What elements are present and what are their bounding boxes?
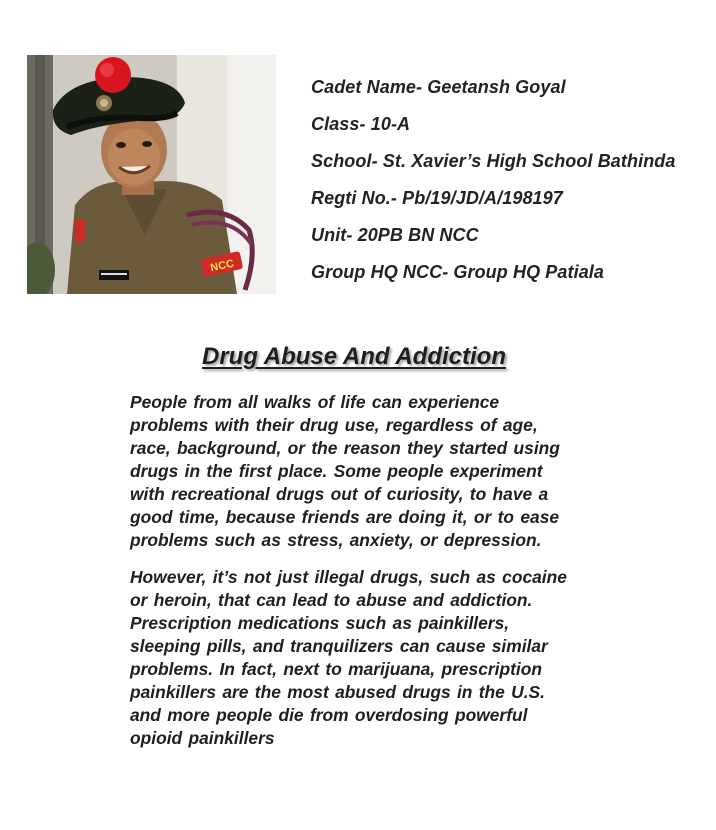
article-title: Drug Abuse And Addiction — [202, 343, 506, 370]
unit-line: Unit- 20PB BN NCC — [311, 225, 479, 245]
ncc-badge-text: NCC — [209, 257, 236, 275]
regt-no-line: Regti No.- Pb/19/JD/A/198197 — [311, 188, 563, 208]
school-line: School- St. Xavier’s High School Bathinda — [311, 151, 676, 171]
class-line: Class- 10-A — [311, 114, 411, 134]
cadet-name-line: Cadet Name- Geetansh Goyal — [311, 77, 566, 97]
article — [128, 333, 580, 764]
article-paragraph-2: However, it’s not just illegal drugs, such as cocaine or heroin, that can lead to abuse and addiction. Prescription medications such as painkillers, sleeping pills, and tranquilizers can cause similar problems. In fact, next to marijuana, prescription painkillers are the most abused drugs in the U.S. and more people die from overdosing powerful opioid painkillers — [130, 567, 567, 748]
cadet-photo — [27, 55, 276, 294]
group-hq-line: Group HQ NCC- Group HQ Patiala — [311, 262, 605, 282]
article-paragraph-1: People from all walks of life can experience problems with their drug use, regardless of age, race, background, or the reason they started using drugs in the first place. Some people experiment with recreational drugs out of curiosity, to have a good time, because friends are doing it, or to ease problems such as stress, anxiety, or depression. — [130, 392, 560, 550]
cadet-info — [311, 69, 713, 291]
